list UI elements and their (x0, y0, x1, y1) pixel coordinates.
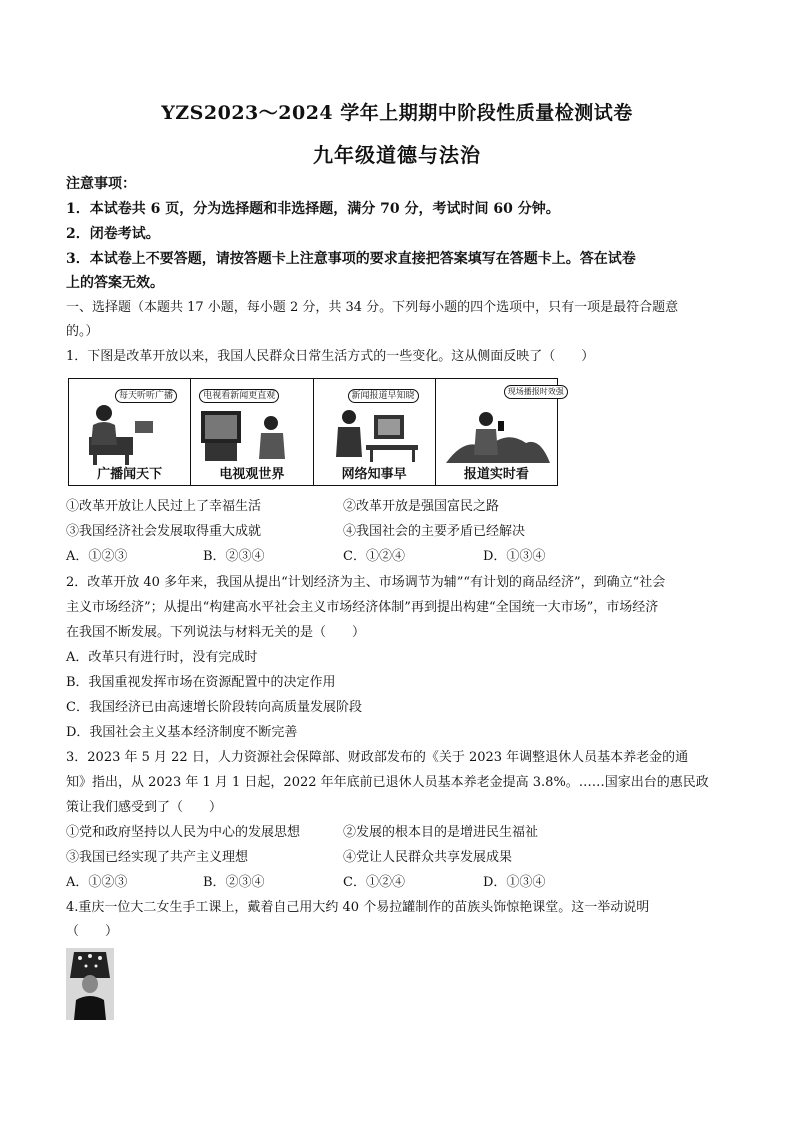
comic-bubble: 现场播报时效强 (504, 385, 568, 399)
q3-option-d: D．①③④ (483, 875, 546, 890)
q2-option-b: B．我国重视发挥市场在资源配置中的决定作用 (66, 675, 336, 690)
q1-option-d: D．①③④ (483, 549, 546, 564)
section-heading: 一、选择题（本题共 17 小题，每小题 2 分，共 34 分。下列每小题的四个选项中，只有一项是最符合题意 (66, 300, 679, 315)
q3-statement: ③我国已经实现了共产主义理想 (66, 850, 249, 865)
q3-statement: ②发展的根本目的是增进民生福祉 (343, 825, 539, 840)
comic-panel-computer (314, 379, 436, 485)
q3-option-a: A．①②③ (66, 875, 128, 890)
question-4-stem: （ ） (66, 924, 119, 939)
question-2-stem: 在我国不断发展。下列说法与材料无关的是（ ） (66, 625, 366, 640)
section-heading-cont: 的。） (66, 324, 99, 339)
question-4-stem: 4.重庆一位大二女生手工课上，戴着自己用大约 40 个易拉罐制作的苗族头饰惊艳课堂。这一举动说明 (66, 900, 650, 915)
notes-heading: 注意事项： (66, 176, 136, 192)
question-2-stem: 2．改革开放 40 多年来，我国从提出“计划经济为主、市场调节为辅”“有计划的商品经济”，到确立“社会 (66, 575, 666, 590)
q2-option-a: A．改革只有进行时，没有完成时 (66, 650, 258, 665)
q2-option-d: D．我国社会主义基本经济制度不断完善 (66, 725, 298, 740)
comic-panel-phone (436, 379, 564, 485)
q1-statement: ①改革开放让人民过上了幸福生活 (66, 499, 262, 514)
comic-bubble: 每天听听广播 (115, 389, 177, 403)
notes-item: 2．闭卷考试。 (66, 226, 160, 242)
q1-statement: ③我国经济社会发展取得重大成就 (66, 524, 262, 539)
q1-option-c: C．①②④ (343, 549, 405, 564)
notes-item: 上的答案无效。 (66, 275, 164, 291)
q1-comic-strip (68, 378, 564, 486)
comic-panel-radio (69, 379, 191, 485)
notes-item: 3．本试卷上不要答题，请按答题卡上注意事项的要求直接把答案填写在答题卡上。答在试卷 (66, 251, 636, 267)
q1-option-b: B．②③④ (203, 549, 265, 564)
exam-subject: 九年级道德与法治 (313, 143, 481, 167)
notes-item: 1．本试卷共 6 页，分为选择题和非选择题，满分 70 分，考试时间 60 分钟。 (66, 201, 560, 217)
comic-caption: 报道实时看 (463, 467, 529, 482)
question-3-stem: 策让我们感受到了（ ） (66, 800, 223, 815)
q1-option-a: A．①②③ (66, 549, 128, 564)
comic-bubble: 电视看新闻更直观 (199, 389, 279, 403)
q3-option-b: B．②③④ (203, 875, 265, 890)
comic-bubble: 新闻报道早知晓 (348, 389, 419, 403)
comic-caption: 网络知事早 (341, 467, 407, 482)
q3-option-c: C．①②④ (343, 875, 405, 890)
q3-statement: ④党让人民群众共享发展成果 (343, 850, 513, 865)
comic-caption: 电视观世界 (219, 467, 285, 482)
q2-option-c: C．我国经济已由高速增长阶段转向高质量发展阶段 (66, 700, 362, 715)
question-1-stem: 1．下图是改革开放以来，我国人民群众日常生活方式的一些变化。这从侧面反映了（ ） (66, 349, 595, 364)
q3-statement: ①党和政府坚持以人民为中心的发展思想 (66, 825, 301, 840)
q1-statement: ②改革开放是强国富民之路 (343, 499, 500, 514)
comic-panel-tv (191, 379, 313, 485)
q1-statement: ④我国社会的主要矛盾已经解决 (343, 524, 526, 539)
question-3-stem: 3．2023 年 5 月 22 日，人力资源社会保障部、财政部发布的《关于 2023 年调整退休人员基本养老金的通 (66, 750, 689, 765)
question-3-stem: 知》指出，从 2023 年 1 月 1 日起，2022 年年底前已退休人员基本养老金提高 3.8%。……国家出台的惠民政 (66, 775, 709, 790)
question-2-stem: 主义市场经济”；从提出“构建高水平社会主义市场经济体制”再到提出构建“全国统一大市场”，市场经济 (66, 600, 659, 615)
student-headdress-photo (66, 948, 114, 1020)
exam-title: YZS2023～2024 学年上期期中阶段性质量检测试卷 (161, 102, 633, 124)
comic-caption: 广播闻天下 (97, 467, 163, 482)
